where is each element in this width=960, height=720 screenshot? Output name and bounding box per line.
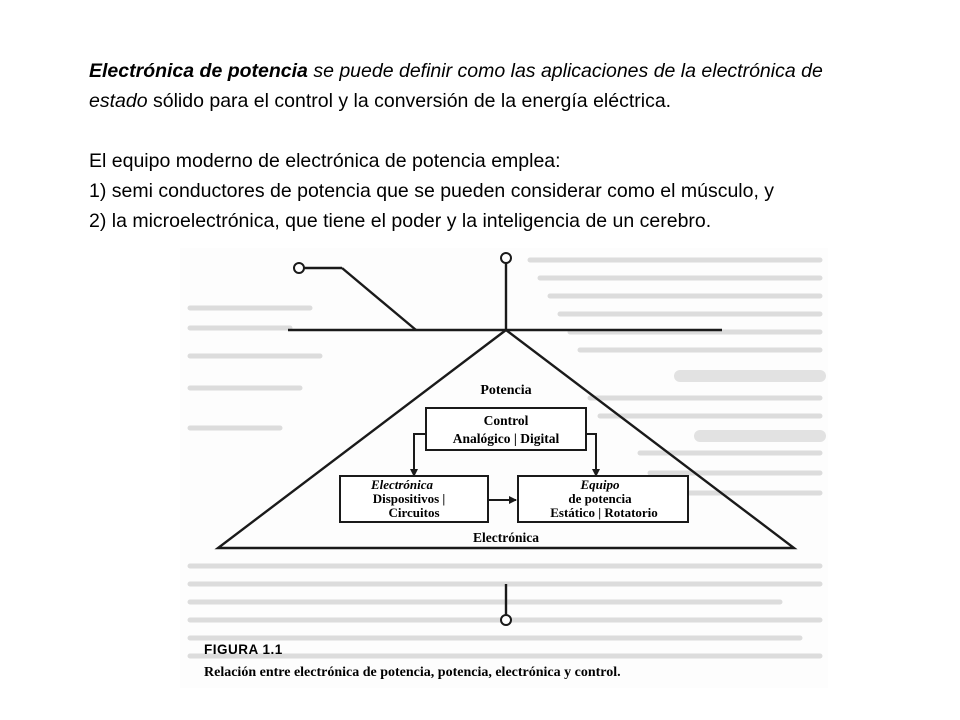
scanned-figure [180,248,828,688]
control-title: Control [483,413,529,428]
equipo-sub2: Estático | Rotatorio [550,505,658,520]
equipment-item-1: 1) semi conductores de potencia que se pueden considerar como el músculo, y [89,180,775,202]
equipment-item-2: 2) la microelectrónica, que tiene el poder y la inteligencia de un cerebro. [89,210,712,232]
base-electronica-label: Electrónica [473,530,539,545]
figure-caption: Relación entre electrónica de potencia, potencia, electrónica y control. [204,665,621,680]
equipment-lead: El equipo moderno de electrónica de potencia emplea: [89,150,561,172]
potencia-label: Potencia [480,383,532,398]
control-subtitle: Analógico | Digital [452,431,560,446]
equipo-sub1: de potencia [568,491,632,506]
definition-paragraph [89,56,869,116]
definition-rest: sólido para el control y la conversión de la energía eléctrica. [147,90,672,112]
electronica-sub2: Circuitos [388,505,440,520]
top-terminal [501,253,511,263]
switch-terminal [294,263,304,273]
figure-diagram [180,248,828,688]
control-to-equipo-arrow [586,434,596,476]
text-block [89,56,869,236]
defined-term: Electrónica de potencia [89,60,308,82]
equipo-title: Equipo [580,477,620,492]
electronica-sub1: Dispositivos | [372,491,446,506]
control-to-electronica-arrow [414,434,426,476]
electronica-title: Electrónica [370,477,434,492]
bottom-terminal [501,615,511,625]
figure-number: FIGURA 1.1 [204,642,283,657]
definition-italic: se puede definir como las aplicaciones de la electrónica de estado [89,60,823,112]
